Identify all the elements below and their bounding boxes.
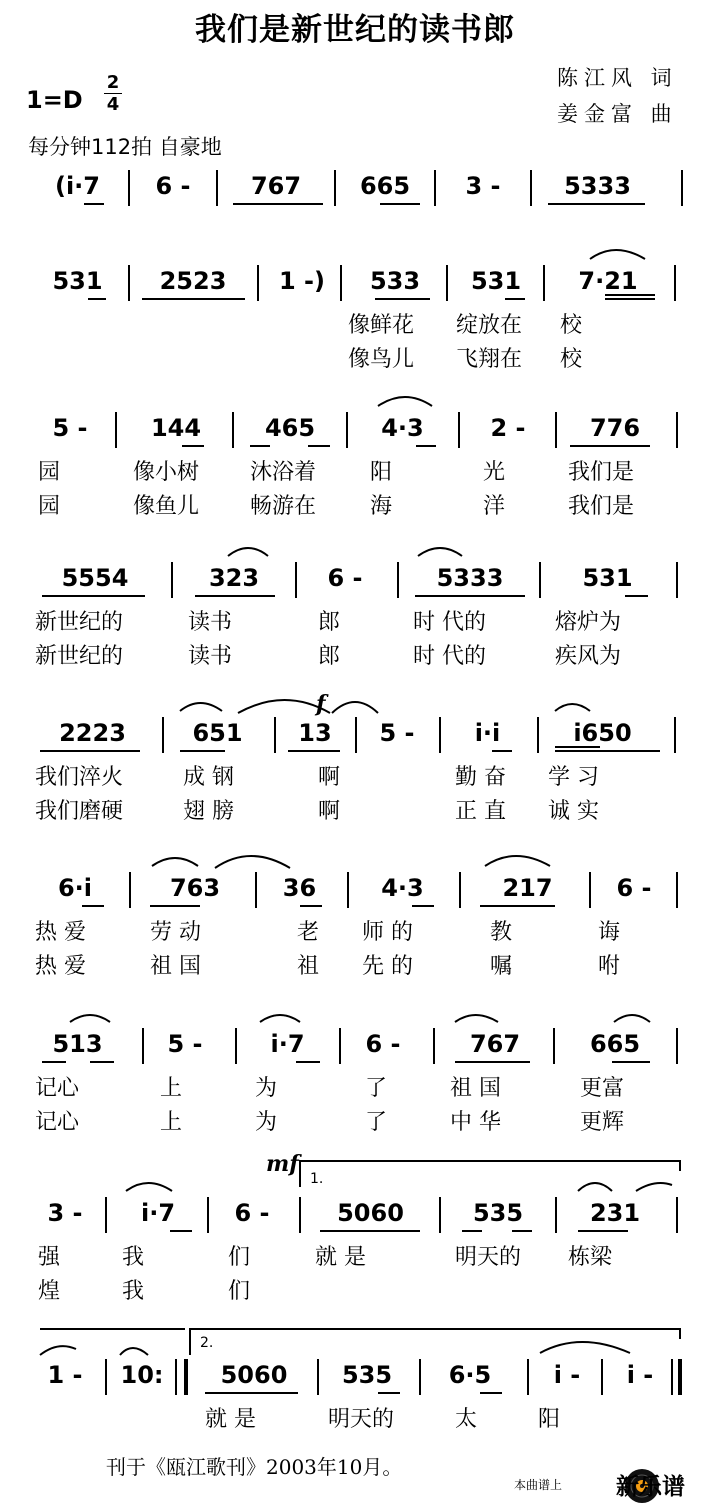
measure: 763	[169, 874, 221, 902]
measure: 5554	[61, 564, 129, 592]
measure: 531	[52, 267, 103, 295]
lyric: 老	[297, 920, 320, 945]
measure: 5 -	[379, 719, 415, 747]
measure: i·7	[270, 1030, 305, 1058]
lyric: 我们是	[568, 460, 635, 485]
measure: 4·3	[381, 414, 424, 442]
logo-caption: 本曲谱上	[514, 1478, 563, 1492]
lyric: 园	[38, 460, 61, 485]
lyric: 像鲜花	[348, 313, 415, 338]
lyric: 了	[365, 1110, 388, 1135]
lyric-line-verse-2	[0, 490, 710, 524]
lyric: 为	[255, 1110, 278, 1135]
measure: 3 -	[47, 1199, 83, 1227]
measure: 776	[589, 414, 641, 442]
lyric: 读书	[188, 610, 233, 635]
lyric-line-verse-1	[0, 456, 710, 490]
lyric-line-verse-2	[0, 343, 710, 377]
lyric: 祖 国	[150, 954, 201, 979]
lyric: 成 钢	[183, 765, 234, 790]
lyric: 中 华	[450, 1110, 501, 1135]
lyric: 更富	[580, 1076, 625, 1101]
measure: 1 -)	[279, 267, 325, 295]
measure: 13	[298, 719, 332, 747]
lyric: 太	[455, 1407, 478, 1432]
lyric: 煌	[38, 1279, 61, 1304]
lyric: 祖 国	[450, 1076, 501, 1101]
lyric-line-verse-2	[0, 795, 710, 829]
lyric: 们	[228, 1245, 251, 1270]
lyric: 热 爱	[35, 954, 86, 979]
lyric-line-verse-1	[0, 606, 710, 640]
measure: 5060	[220, 1361, 288, 1389]
lyric: 师 的	[362, 920, 413, 945]
measure: 231	[589, 1199, 641, 1227]
notation-marks	[0, 412, 710, 456]
measure: i·i	[474, 719, 501, 747]
lyric: 热 爱	[35, 920, 86, 945]
lyric: 正 直	[455, 799, 506, 824]
lyric: 啊	[318, 799, 341, 824]
lyric: 更辉	[580, 1110, 625, 1135]
notation-marks	[0, 265, 710, 309]
measure: 5060	[337, 1199, 404, 1227]
lyric: 明天的	[328, 1407, 395, 1432]
lyric: 就 是	[205, 1407, 256, 1432]
lyric: 我们是	[568, 494, 635, 519]
lyric: 海	[370, 494, 393, 519]
lyric-line-verse-2	[0, 1275, 710, 1309]
measure: 217	[502, 874, 553, 902]
lyric-line-verse-1	[0, 916, 710, 950]
measure: 6 -	[616, 874, 652, 902]
measure: 4·3	[381, 874, 424, 902]
notation-marks	[0, 691, 710, 761]
notation-marks	[0, 872, 710, 916]
lyric: 上	[160, 1076, 183, 1101]
measure: 323	[208, 564, 260, 592]
lyric: 洋	[483, 494, 506, 519]
lyric: 我们磨硬	[35, 799, 124, 824]
measure: 535	[472, 1199, 524, 1227]
lyric-line-verse-2	[0, 950, 710, 984]
lyric: 读书	[188, 644, 233, 669]
time-signature-top: 2	[106, 72, 120, 93]
measure: 6 -	[365, 1030, 401, 1058]
song-title: 我们是新世纪的读书郎	[195, 12, 515, 48]
measure: 513	[52, 1030, 103, 1058]
measure: 5333	[564, 172, 631, 200]
lyric: 啊	[318, 765, 341, 790]
measure: 5333	[436, 564, 504, 592]
notation-marks	[0, 170, 710, 214]
lyric: 新世纪的	[35, 610, 124, 635]
measure: i -	[553, 1361, 581, 1389]
lyric: 时 代的	[413, 644, 486, 669]
notation-marks	[0, 1028, 710, 1072]
lyric: 像鸟儿	[348, 347, 415, 372]
lyric-line-verse-1	[0, 309, 710, 343]
measure: 6 -	[327, 564, 363, 592]
volta-1-label: 1.	[310, 1171, 324, 1187]
lyric: 郎	[318, 610, 341, 635]
lyric-line-verse-2	[0, 1106, 710, 1140]
lyric: 了	[365, 1076, 388, 1101]
lyric: 时 代的	[413, 610, 486, 635]
lyric: 学 习	[548, 765, 599, 790]
lyric: 校	[560, 347, 583, 372]
notation-marks	[0, 1359, 710, 1403]
lyric: 教	[490, 920, 513, 945]
time-signature-bottom: 4	[106, 94, 120, 115]
lyric: 像小树	[133, 460, 200, 485]
measure: 2523	[159, 267, 227, 295]
measure: 6 -	[234, 1199, 270, 1227]
lyric: 强	[38, 1245, 61, 1270]
lyric-line-verse-1	[0, 1241, 710, 1275]
lyric: 记心	[35, 1110, 80, 1135]
lyric: 新世纪的	[35, 644, 124, 669]
lyric: 校	[560, 313, 583, 338]
measure: 535	[341, 1361, 393, 1389]
lyric: 劳 动	[150, 920, 201, 945]
volta-2-label: 2.	[200, 1335, 214, 1351]
measure: 2 -	[490, 414, 526, 442]
dynamic-forte: f	[316, 691, 326, 717]
lyric-line-verse-1	[0, 761, 710, 795]
lyric: 熔炉为	[555, 610, 622, 635]
notation-marks	[0, 1197, 710, 1241]
measure: 7·21	[578, 267, 638, 295]
measure: 665	[359, 172, 411, 200]
measure: 665	[589, 1030, 641, 1058]
lyric: 疾风为	[555, 644, 622, 669]
lyric-line-verse-2	[0, 640, 710, 674]
composer-credit: 姜金富 曲	[557, 102, 678, 126]
lyric: 上	[160, 1110, 183, 1135]
lyric: 就 是	[315, 1245, 366, 1270]
lyric: 我	[122, 1245, 145, 1270]
measure: 3 -	[465, 172, 501, 200]
tempo-marking: 每分钟112拍 自豪地	[28, 135, 222, 159]
lyric: 诚 实	[548, 799, 599, 824]
measure: i650	[573, 719, 632, 747]
measure: 767	[250, 172, 302, 200]
lyric: 沐浴着	[250, 460, 317, 485]
measure: 5 -	[167, 1030, 203, 1058]
lyric: 们	[228, 1279, 251, 1304]
lyric: 诲	[598, 920, 621, 945]
measure: 531	[582, 564, 633, 592]
lyric: 飞翔在	[456, 347, 523, 372]
time-signature	[104, 73, 122, 114]
lyric: 阳	[370, 460, 393, 485]
measure: 6·i	[57, 874, 93, 902]
measure: (i·7	[54, 172, 100, 200]
site-logo-name: 新乐谱	[616, 1474, 685, 1500]
measure: i -	[626, 1361, 654, 1389]
measure: 651	[192, 719, 243, 747]
publication-note: 刊于《瓯江歌刊》2003年10月。	[106, 1455, 403, 1479]
lyric: 嘱	[490, 954, 513, 979]
notation-marks	[0, 562, 710, 606]
lyric: 阳	[538, 1407, 561, 1432]
lyric: 郎	[318, 644, 341, 669]
measure: 10:	[120, 1361, 164, 1389]
measure: 465	[264, 414, 316, 442]
lyric: 记心	[35, 1076, 80, 1101]
measure: 531	[470, 267, 522, 295]
lyric: 园	[38, 494, 61, 519]
measure: 36	[282, 874, 317, 902]
lyric: 光	[483, 460, 506, 485]
measure: 6·5	[448, 1361, 492, 1389]
lyric: 咐	[598, 954, 621, 979]
lyric: 栋梁	[568, 1245, 613, 1270]
measure: 6 -	[155, 172, 191, 200]
lyric: 为	[255, 1076, 278, 1101]
lyric: 畅游在	[250, 494, 317, 519]
measure: 144	[150, 414, 202, 442]
lyric: 勤 奋	[455, 765, 506, 790]
lyric: 先 的	[362, 954, 413, 979]
dynamic-mezzo-forte: mf	[266, 1151, 299, 1177]
lyric: 像鱼儿	[133, 494, 200, 519]
measure: 5 -	[52, 414, 88, 442]
lyric: 祖	[297, 954, 320, 979]
lyric-line-verse-1	[0, 1403, 710, 1437]
measure: 2223	[59, 719, 126, 747]
measure: 533	[369, 267, 421, 295]
measure: i·7	[140, 1199, 176, 1227]
lyricist-credit: 陈江风 词	[557, 66, 678, 90]
key-signature: 1=D	[26, 86, 83, 114]
lyric: 翅 膀	[183, 799, 234, 824]
measure: 767	[469, 1030, 521, 1058]
lyric: 我	[122, 1279, 145, 1304]
measure: 1 -	[47, 1361, 83, 1389]
lyric: 我们淬火	[35, 765, 124, 790]
lyric: 明天的	[455, 1245, 522, 1270]
lyric-line-verse-1	[0, 1072, 710, 1106]
lyric: 绽放在	[456, 313, 523, 338]
